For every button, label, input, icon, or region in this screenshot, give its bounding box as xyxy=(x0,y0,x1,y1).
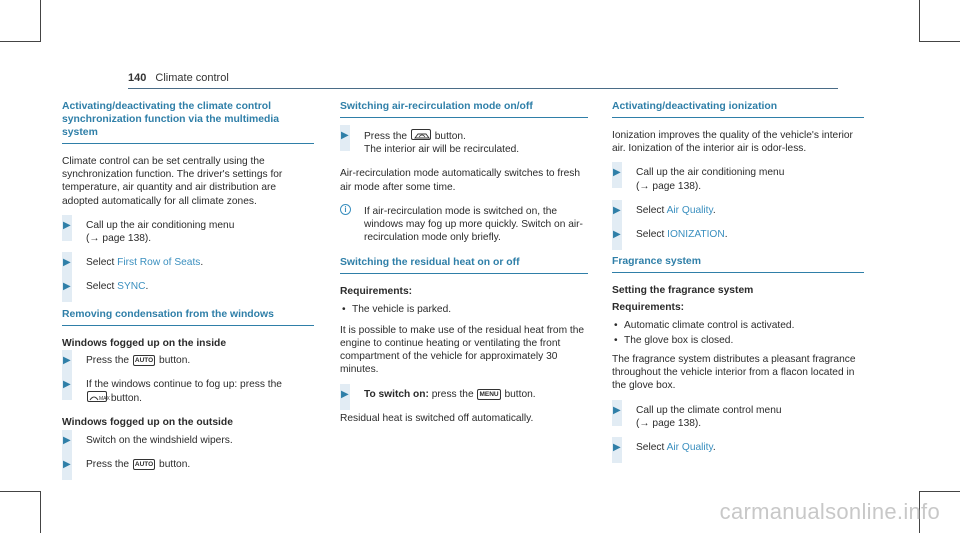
step-text: button. xyxy=(434,131,466,142)
subheading: Setting the fragrance system xyxy=(612,285,754,297)
instruction-step xyxy=(62,219,314,245)
header-divider xyxy=(128,88,838,89)
section-heading: Removing condensation from the windows xyxy=(62,308,314,326)
note xyxy=(340,205,588,245)
instruction-step xyxy=(62,434,314,447)
requirement-item xyxy=(612,319,864,332)
arrow-icon: ▶ xyxy=(63,379,71,391)
arrow-icon: ▶ xyxy=(613,204,621,216)
arrow-icon: ▶ xyxy=(63,458,71,470)
requirement-item xyxy=(340,303,588,316)
crop-mark xyxy=(919,491,960,492)
instruction-step: ▶ Select Air Quality. xyxy=(612,441,864,454)
arrow-icon: ▶ xyxy=(63,219,71,231)
step-text: Press the xyxy=(364,131,408,142)
instruction-step xyxy=(62,354,314,367)
page-reference: (→ page 138). xyxy=(636,417,702,429)
instruction-step xyxy=(340,388,588,401)
step-label: To switch on: xyxy=(364,388,429,400)
requirements-label: Requirements: xyxy=(340,286,413,298)
recirculation-icon xyxy=(411,129,431,140)
requirement-text: Automatic climate control is activated. xyxy=(624,319,795,331)
bullet-icon: • xyxy=(614,334,618,346)
arrow-icon: ▶ xyxy=(63,257,71,269)
crop-mark xyxy=(919,41,960,42)
step-text: Select xyxy=(636,229,665,241)
bullet-icon: • xyxy=(342,303,346,315)
step-text: button. xyxy=(159,458,191,470)
section-heading: Switching the residual heat on or off xyxy=(340,256,588,274)
instruction-step xyxy=(340,129,588,156)
instruction-step: ▶ Select Air Quality. xyxy=(612,204,864,217)
section-heading: Activating/deactivating the climate control synchronization function via the multimedia system xyxy=(62,100,314,144)
paragraph: Residual heat is switched off automatically. xyxy=(340,412,534,424)
info-icon: i xyxy=(340,204,351,215)
instruction-step: ▶ Select IONIZATION. xyxy=(612,228,864,241)
paragraph: Air-recirculation mode automatically switches to fresh air mode after some time. xyxy=(340,168,581,193)
arrow-icon: ▶ xyxy=(613,167,621,179)
step-text: Select xyxy=(86,281,115,293)
arrow-icon: ▶ xyxy=(63,434,71,446)
crop-mark xyxy=(40,491,41,533)
instruction-step xyxy=(62,458,314,471)
page-number: 140 xyxy=(128,72,147,84)
step-text: Call up the climate control menu xyxy=(636,404,782,416)
requirement-text: The glove box is closed. xyxy=(624,334,734,346)
arrow-icon: ▶ xyxy=(341,130,349,141)
arrow-icon: ▶ xyxy=(613,442,621,454)
step-text: Select xyxy=(636,442,665,454)
step-text: press the xyxy=(431,388,474,400)
paragraph: The fragrance system distributes a pleasant fragrance throughout the vehicle interior from a flacon located in the glove box. xyxy=(612,354,856,392)
note-text: If air-recirculation mode is switched on, the windows may fog up more quickly. Switch on air-recirculation mode only briefly. xyxy=(364,205,583,244)
requirement-text: The vehicle is parked. xyxy=(352,303,452,315)
crop-mark xyxy=(0,491,41,492)
column-left xyxy=(62,100,314,482)
step-text: Call up the air conditioning menu xyxy=(86,219,235,231)
instruction-step: ▶ Select SYNC. xyxy=(62,280,314,293)
arrow-icon: ▶ xyxy=(613,404,621,416)
instruction-step: ▶ Select First Row of Seats. xyxy=(62,256,314,269)
paragraph: Climate control can be set centrally using the synchronization function. The driver's settings for temperature, air quantity and air distribution are adopted automatically for all climate zones. xyxy=(62,156,283,207)
menu-button-icon: MENU xyxy=(479,390,499,398)
arrow-icon: ▶ xyxy=(63,354,71,366)
auto-button-icon: AUTO xyxy=(134,356,154,364)
crop-mark xyxy=(0,41,41,42)
section-heading: Fragrance system xyxy=(612,255,864,273)
paragraph: Ionization improves the quality of the vehicle's interior air. Ionization of the interior air is odor-less. xyxy=(612,130,853,155)
page-reference: (→ page 138). xyxy=(636,180,702,192)
crop-mark xyxy=(919,0,920,42)
menu-option: First Row of Seats xyxy=(117,257,201,269)
bullet-icon: • xyxy=(614,319,618,331)
crop-mark xyxy=(40,0,41,42)
step-result: The interior air will be recirculated. xyxy=(364,144,520,156)
instruction-step xyxy=(612,166,864,192)
column-middle xyxy=(340,100,588,436)
svg-text:MAX: MAX xyxy=(99,396,110,403)
requirements-label: Requirements: xyxy=(612,302,685,314)
column-right xyxy=(612,100,864,465)
watermark: carmanualsonline.info xyxy=(719,499,940,524)
step-text: Switch on the windshield wipers. xyxy=(86,434,233,446)
page-header xyxy=(128,72,229,84)
step-text: Press the xyxy=(86,354,130,366)
step-text: button. xyxy=(159,354,191,366)
step-text: Select xyxy=(636,204,665,216)
step-text: If the windows continue to fog up: press the xyxy=(86,379,282,391)
instruction-step xyxy=(612,404,864,430)
section-heading: Switching air-recirculation mode on/off xyxy=(340,100,588,118)
step-text: Call up the air conditioning menu xyxy=(636,167,785,179)
step-text: button. xyxy=(504,388,536,400)
subheading: Windows fogged up on the outside xyxy=(62,417,233,429)
subheading: Windows fogged up on the inside xyxy=(62,337,227,349)
requirement-item xyxy=(612,334,864,347)
menu-option: Air Quality xyxy=(666,204,713,216)
step-text: button. xyxy=(110,393,142,405)
section-heading: Activating/deactivating ionization xyxy=(612,100,864,118)
menu-option: SYNC xyxy=(117,281,146,293)
arrow-icon: ▶ xyxy=(613,229,621,241)
step-text: Press the xyxy=(86,458,130,470)
arrow-icon: ▶ xyxy=(341,388,349,400)
step-text: Select xyxy=(86,257,115,269)
instruction-step xyxy=(62,378,314,405)
page-reference: (→ page 138). xyxy=(86,233,152,245)
arrow-icon: ▶ xyxy=(63,281,71,293)
menu-option: Air Quality xyxy=(666,442,713,454)
auto-button-icon: AUTO xyxy=(134,460,154,468)
section-title: Climate control xyxy=(155,72,229,84)
menu-option: IONIZATION xyxy=(667,229,725,241)
defrost-max-icon xyxy=(87,391,110,403)
paragraph: It is possible to make use of the residual heat from the engine to continue heating or ventilating the front compartment of the vehicle for approximately 30 minutes. xyxy=(340,324,585,376)
